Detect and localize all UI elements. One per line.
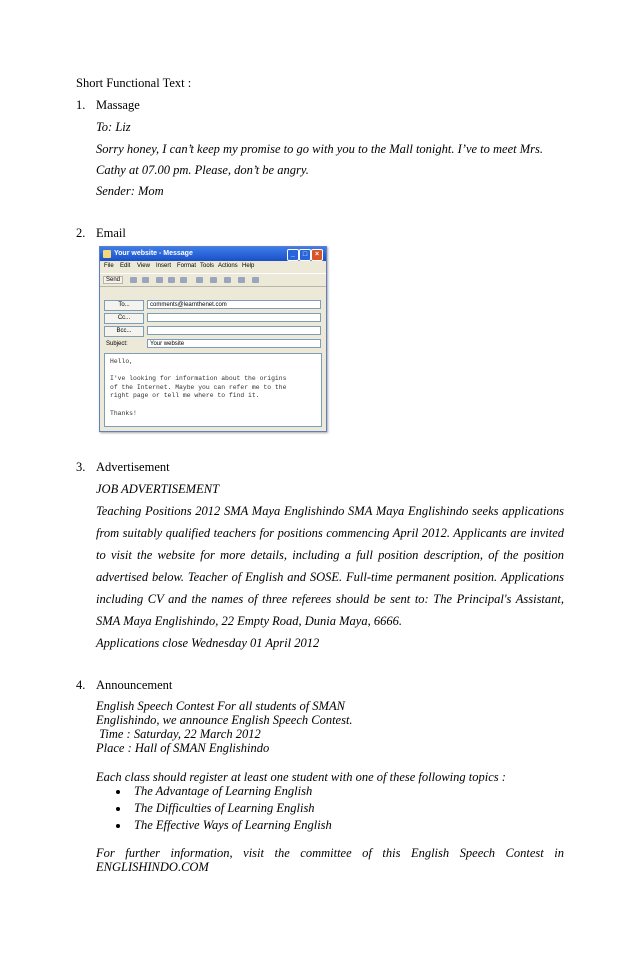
attach-icon[interactable] — [238, 277, 245, 283]
announcement-time: Time : Saturday, 22 March 2012 — [96, 727, 261, 741]
topic-item: The Effective Ways of Learning English — [134, 818, 332, 832]
menu-insert[interactable]: Insert — [156, 263, 172, 269]
ad-closing-date: Applications close Wednesday 01 April 2012 — [96, 636, 320, 650]
message-line: Cathy at 07.00 pm. Please, don’t be angry. — [96, 163, 309, 177]
body-line: Thanks! — [110, 409, 137, 417]
bullet-icon — [116, 790, 120, 794]
section-3-title: Advertisement — [96, 460, 170, 474]
ad-line: to visit the website for more details, including a full position description, of the position — [96, 548, 564, 562]
announcement-line: English Speech Contest For all students of SMAN — [96, 699, 345, 713]
section-2-number: 2. — [76, 226, 86, 240]
message-to: To: Liz — [96, 120, 131, 134]
close-button[interactable]: × — [311, 249, 323, 261]
section-1-number: 1. — [76, 98, 86, 112]
section-3-number: 3. — [76, 460, 86, 474]
email-titlebar — [100, 247, 326, 261]
bcc-button[interactable]: Bcc... — [104, 326, 144, 337]
body-line: of the Internet. Maybe you can refer me to the — [110, 383, 287, 391]
menu-format[interactable]: Format — [177, 263, 197, 269]
email-window-screenshot — [99, 246, 327, 432]
message-icon — [103, 250, 111, 258]
address-book-icon[interactable] — [224, 277, 231, 283]
cut-icon[interactable] — [156, 277, 163, 283]
email-window-title: Your website - Message — [114, 250, 193, 257]
to-button[interactable]: To... — [104, 300, 144, 311]
menu-actions[interactable]: Actions — [218, 263, 238, 269]
minimize-button[interactable]: _ — [287, 249, 299, 261]
undo-icon[interactable] — [196, 277, 203, 283]
cc-button[interactable]: Cc... — [104, 313, 144, 324]
topic-item: The Difficulties of Learning English — [134, 801, 315, 815]
message-line: Sorry honey, I can’t keep my promise to go with you to the Mall tonight. I’ve to meet Mrs. — [96, 142, 544, 156]
bullet-icon — [116, 824, 120, 828]
menu-help[interactable]: Help — [242, 263, 255, 269]
menu-view[interactable]: View — [137, 263, 150, 269]
print-icon[interactable] — [142, 277, 149, 283]
topics-intro: Each class should register at least one student with one of these following topics : — [96, 770, 506, 784]
ad-heading: JOB ADVERTISEMENT — [96, 482, 220, 496]
body-line: I've looking for information about the origins — [110, 375, 287, 383]
closing-website: ENGLISHINDO.COM — [96, 860, 209, 874]
body-line — [110, 367, 316, 376]
section-2-title: Email — [96, 226, 126, 240]
ad-line: from suitably qualified teachers for positions commencing April 2012. Applicants are invited — [96, 526, 564, 540]
section-4-number: 4. — [76, 678, 86, 692]
message-body[interactable] — [104, 353, 322, 427]
cc-field[interactable] — [147, 313, 321, 322]
section-4-title: Announcement — [96, 678, 173, 692]
message-sender: Sender: Mom — [96, 184, 164, 198]
email-menubar — [100, 262, 326, 272]
menu-edit[interactable]: Edit — [120, 263, 131, 269]
email-toolbar — [100, 273, 326, 287]
announcement-line: Englishindo, we announce English Speech Contest. — [96, 713, 353, 727]
bcc-field[interactable] — [147, 326, 321, 335]
ad-line: SMA Maya Englishindo, 22 Empty Road, Dunia Maya, 6666. — [96, 614, 402, 628]
menu-file[interactable]: File — [104, 263, 114, 269]
section-1-title: Massage — [96, 98, 140, 112]
subject-label: Subject: — [106, 341, 128, 347]
ad-line: including CV and the names of three referees should be sent to: The Principal's Assistant, — [96, 592, 564, 606]
save-icon[interactable] — [130, 277, 137, 283]
topic-item: The Advantage of Learning English — [134, 784, 313, 798]
subject-field[interactable]: Your website — [147, 339, 321, 348]
copy-icon[interactable] — [168, 277, 175, 283]
bullet-icon — [116, 807, 120, 811]
body-line: Hello, — [110, 358, 134, 365]
ad-line: advertised below. Teacher of English and SOSE. Full-time permanent position. Applications — [96, 570, 564, 584]
send-button[interactable]: Send — [103, 276, 123, 284]
ad-line: Teaching Positions 2012 SMA Maya Englishindo SMA Maya Englishindo seeks applications — [96, 504, 564, 518]
maximize-button[interactable]: □ — [299, 249, 311, 261]
to-field[interactable]: comments@learnthenet.com — [147, 300, 321, 309]
check-names-icon[interactable] — [210, 277, 217, 283]
menu-tools[interactable]: Tools — [200, 263, 215, 269]
body-line: right page or tell me where to find it. — [110, 392, 260, 400]
announcement-place: Place : Hall of SMAN Englishindo — [96, 741, 270, 755]
importance-icon[interactable] — [252, 277, 259, 283]
closing-line: For further information, visit the committee of this English Speech Contest in — [96, 846, 564, 860]
body-line — [110, 401, 316, 410]
page-heading: Short Functional Text : — [76, 76, 192, 90]
paste-icon[interactable] — [180, 277, 187, 283]
